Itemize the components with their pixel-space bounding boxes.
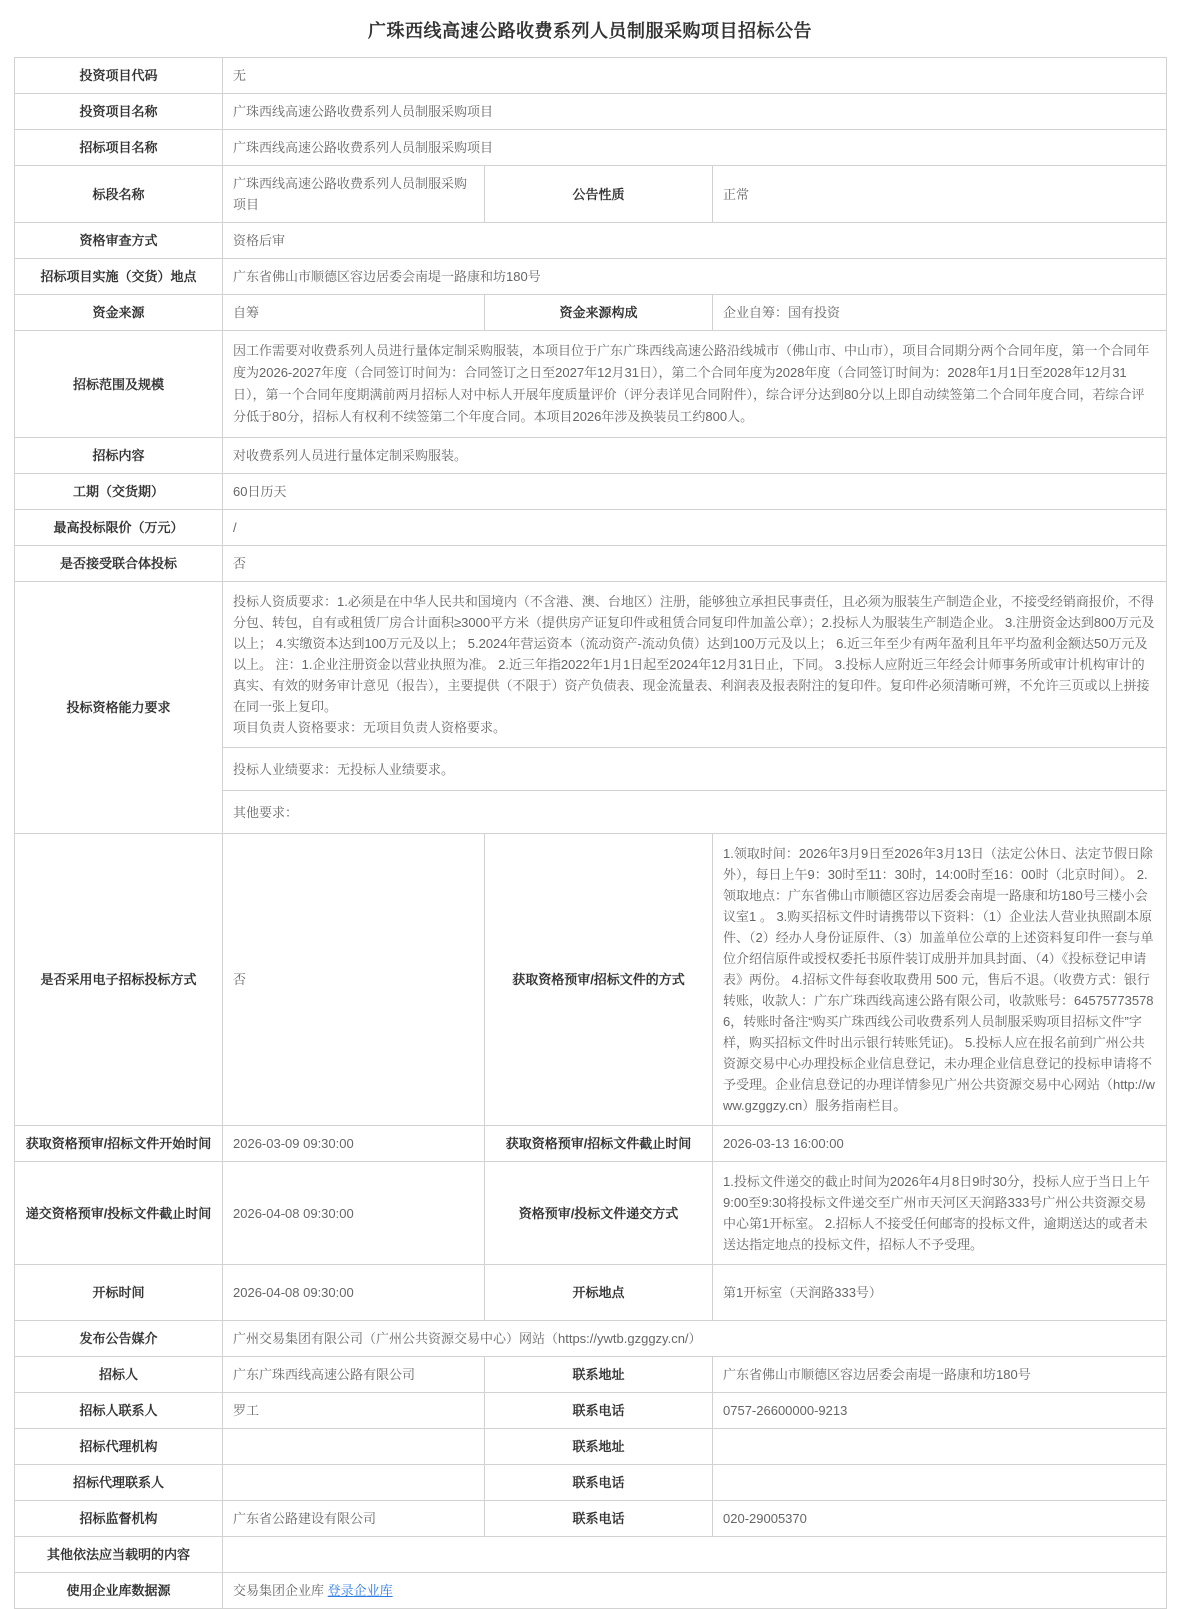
bid-opening-time-label: 开标时间 xyxy=(15,1265,223,1321)
table-row xyxy=(15,130,1167,166)
table-row xyxy=(15,259,1167,295)
investment-code-value: 无 xyxy=(223,58,1167,94)
project-leader-requirement-text: 项目负责人资格要求：无项目负责人资格要求。 xyxy=(233,720,507,735)
supervisor-label: 招标监督机构 xyxy=(15,1501,223,1537)
agency-contact-value xyxy=(223,1465,485,1501)
funding-source-label: 资金来源 xyxy=(15,295,223,331)
capability-qualification-value xyxy=(223,582,1167,748)
qualification-review-value: 资格后审 xyxy=(223,223,1167,259)
doc-obtain-deadline-label: 获取资格预审/招标文件截止时间 xyxy=(485,1126,713,1162)
tenderer-label: 招标人 xyxy=(15,1357,223,1393)
table-row xyxy=(15,582,1167,748)
table-row xyxy=(15,438,1167,474)
capability-other-value: 其他要求： xyxy=(223,791,1167,834)
scope-label: 招标范围及规模 xyxy=(15,331,223,438)
capability-label: 投标资格能力要求 xyxy=(15,582,223,834)
investment-name-value: 广珠西线高速公路收费系列人员制服采购项目 xyxy=(223,94,1167,130)
other-required-value xyxy=(223,1537,1167,1573)
tender-notice-table xyxy=(14,57,1167,1609)
table-row xyxy=(15,1429,1167,1465)
table-row xyxy=(15,58,1167,94)
max-price-label: 最高投标限价（万元） xyxy=(15,510,223,546)
tenderer-phone-label: 联系电话 xyxy=(485,1393,713,1429)
table-row xyxy=(15,1126,1167,1162)
tenderer-address-label: 联系地址 xyxy=(485,1357,713,1393)
tenderer-phone-value: 0757-26600000-9213 xyxy=(713,1393,1167,1429)
notice-nature-value: 正常 xyxy=(713,166,1167,223)
capability-performance-value: 投标人业绩要求：无投标人业绩要求。 xyxy=(223,748,1167,791)
max-price-value: / xyxy=(223,510,1167,546)
bidder-qualification-text: 投标人资质要求：1.必须是在中华人民共和国境内（不含港、澳、台地区）注册，能够独立承担民事责任，且必须为服装生产制造企业，不接受经销商报价，不得分包、转包，自有或租赁厂房合计面积≥3000平方米（提供房产证复印件或租赁合同复印件加盖公章）；2.投标人为服装生产制造企业。 3.注册资金达到800万元及以上； 4.实缴资本达到100万元及以上； 5.2024年营运资本（流动资产-流动负债）达到100万元及以上； 6.近三年至少有两年盈利且年平均盈利金额达50万元及以上。 注：1.企业注册资金以营业执照为准。 2.近三年指2022年1月1日起至2024年12月31日止，下同。 3.投标人应附近三年经会计师事务所或审计机构审计的真实、有效的财务审计意见（报告），主要提供（不限于）资产负债表、现金流量表、利润表及报表附注的复印件。复印件必须清晰可辨，不允许三页或以上拼接在同一张上复印。 xyxy=(233,594,1155,714)
enterprise-db-label: 使用企业库数据源 xyxy=(15,1573,223,1609)
tender-content-value: 对收费系列人员进行量体定制采购服装。 xyxy=(223,438,1167,474)
scope-value: 因工作需要对收费系列人员进行量体定制采购服装，本项目位于广东广珠西线高速公路沿线城市（佛山市、中山市），项目合同期分两个合同年度，第一个合同年度为2026-2027年度（合同签订时间为：合同签订之日至2027年12月31日），第二个合同年度为2028年度（合同签订时间为：2028年1月1日至2028年12月31日），第一个合同年度期满前两月招标人对中标人开展年度质量评价（评分表详见合同附件），综合评分达到80分以上即自动续签第二个合同年度合同，若综合评分低于80分，招标人有权利不续签第二个年度合同。本项目2026年涉及换装员工约800人。 xyxy=(223,331,1167,438)
doc-obtain-method-value: 1.领取时间：2026年3月9日至2026年3月13日（法定公休日、法定节假日除外），每日上午9：30时至11：30时，14:00时至16：00时（北京时间）。 2.领取地点：广东省佛山市顺德区容边居委会南堤一路康和坊180号三楼小会议室1 。 3.购买招标文件时请携带以下资料：（1）企业法人营业执照副本原件、（2）经办人身份证原件、（3）加盖单位公章的上述资料复印件一套与单位介绍信原件或授权委托书原件装订成册并加具封面、（4）《投标登记申请表》两份。 4.招标文件每套收取费用 500 元，售后不退。（收费方式：银行转账，收款人：广东广珠西线高速公路有限公司，收款账号：645757735786，转账时备注“购买广珠西线公司收费系列人员制服采购项目招标文件”字样，购买招标文件时出示银行转账凭证)。 5.投标人应在报名前到广州公共资源交易中心办理投标企业信息登记，未办理企业信息登记的投标申请将不予受理。企业信息登记的办理详情参见广州公共资源交易中心网站（http://www.gzggzy.cn）服务指南栏目。 xyxy=(713,834,1167,1126)
supervisor-phone-value: 020-29005370 xyxy=(713,1501,1167,1537)
agency-label: 招标代理机构 xyxy=(15,1429,223,1465)
table-row xyxy=(15,1321,1167,1357)
tenderer-contact-label: 招标人联系人 xyxy=(15,1393,223,1429)
agency-contact-label: 招标代理联系人 xyxy=(15,1465,223,1501)
bid-opening-time-value: 2026-04-08 09:30:00 xyxy=(223,1265,485,1321)
table-row xyxy=(15,1357,1167,1393)
investment-code-label: 投资项目代码 xyxy=(15,58,223,94)
table-row xyxy=(15,1393,1167,1429)
supervisor-value: 广东省公路建设有限公司 xyxy=(223,1501,485,1537)
funding-source-value: 自筹 xyxy=(223,295,485,331)
table-row xyxy=(15,1465,1167,1501)
qualification-review-label: 资格审查方式 xyxy=(15,223,223,259)
agency-phone-label: 联系电话 xyxy=(485,1465,713,1501)
e-bidding-value: 否 xyxy=(223,834,485,1126)
doc-obtain-start-label: 获取资格预审/招标文件开始时间 xyxy=(15,1126,223,1162)
delivery-location-value: 广东省佛山市顺德区容边居委会南堤一路康和坊180号 xyxy=(223,259,1167,295)
enterprise-db-value xyxy=(223,1573,1167,1609)
media-label: 发布公告媒介 xyxy=(15,1321,223,1357)
table-row xyxy=(15,1501,1167,1537)
enterprise-db-source-text: 交易集团企业库 xyxy=(233,1583,325,1598)
funding-composition-value: 企业自筹：国有投资 xyxy=(713,295,1167,331)
bid-opening-place-value: 第1开标室（天润路333号） xyxy=(713,1265,1167,1321)
table-row xyxy=(15,1265,1167,1321)
table-row xyxy=(15,834,1167,1126)
doc-obtain-deadline-value: 2026-03-13 16:00:00 xyxy=(713,1126,1167,1162)
tenderer-address-value: 广东省佛山市顺德区容边居委会南堤一路康和坊180号 xyxy=(713,1357,1167,1393)
tender-content-label: 招标内容 xyxy=(15,438,223,474)
table-row xyxy=(15,166,1167,223)
tender-project-name-label: 招标项目名称 xyxy=(15,130,223,166)
notice-nature-label: 公告性质 xyxy=(485,166,713,223)
doc-submit-deadline-label: 递交资格预审/投标文件截止时间 xyxy=(15,1162,223,1265)
duration-value: 60日历天 xyxy=(223,474,1167,510)
table-row xyxy=(15,94,1167,130)
table-row xyxy=(15,546,1167,582)
tender-project-name-value: 广珠西线高速公路收费系列人员制服采购项目 xyxy=(223,130,1167,166)
funding-composition-label: 资金来源构成 xyxy=(485,295,713,331)
table-row xyxy=(15,331,1167,438)
consortium-label: 是否接受联合体投标 xyxy=(15,546,223,582)
doc-obtain-start-value: 2026-03-09 09:30:00 xyxy=(223,1126,485,1162)
page-title: 广珠西线高速公路收费系列人员制服采购项目招标公告 xyxy=(368,21,812,41)
section-name-value: 广珠西线高速公路收费系列人员制服采购项目 xyxy=(223,166,485,223)
consortium-value: 否 xyxy=(223,546,1167,582)
supervisor-phone-label: 联系电话 xyxy=(485,1501,713,1537)
section-name-label: 标段名称 xyxy=(15,166,223,223)
table-row xyxy=(15,510,1167,546)
table-row xyxy=(15,474,1167,510)
login-enterprise-db-link[interactable]: 登录企业库 xyxy=(327,1583,393,1598)
duration-label: 工期（交货期） xyxy=(15,474,223,510)
investment-name-label: 投资项目名称 xyxy=(15,94,223,130)
tenderer-contact-value: 罗工 xyxy=(223,1393,485,1429)
agency-address-value xyxy=(713,1429,1167,1465)
doc-submit-method-label: 资格预审/投标文件递交方式 xyxy=(485,1162,713,1265)
tenderer-value: 广东广珠西线高速公路有限公司 xyxy=(223,1357,485,1393)
table-row xyxy=(15,223,1167,259)
delivery-location-label: 招标项目实施（交货）地点 xyxy=(15,259,223,295)
bid-opening-place-label: 开标地点 xyxy=(485,1265,713,1321)
other-required-label: 其他依法应当载明的内容 xyxy=(15,1537,223,1573)
media-value: 广州交易集团有限公司（广州公共资源交易中心）网站（https://ywtb.gzggzy.cn/） xyxy=(223,1321,1167,1357)
table-row xyxy=(15,1162,1167,1265)
agency-value xyxy=(223,1429,485,1465)
table-row xyxy=(15,1537,1167,1573)
doc-obtain-method-label: 获取资格预审/招标文件的方式 xyxy=(485,834,713,1126)
doc-submit-deadline-value: 2026-04-08 09:30:00 xyxy=(223,1162,485,1265)
agency-phone-value xyxy=(713,1465,1167,1501)
agency-address-label: 联系地址 xyxy=(485,1429,713,1465)
table-row xyxy=(15,295,1167,331)
table-row xyxy=(15,1573,1167,1609)
e-bidding-label: 是否采用电子招标投标方式 xyxy=(15,834,223,1126)
doc-submit-method-value: 1.投标文件递交的截止时间为2026年4月8日9时30分，投标人应于当日上午 9:00至9:30将投标文件递交至广州市天河区天润路333号广州公共资源交易中心第1开标室。 2.招标人不接受任何邮寄的投标文件，逾期送达的或者未送达指定地点的投标文件，招标人不予受理。 xyxy=(713,1162,1167,1265)
